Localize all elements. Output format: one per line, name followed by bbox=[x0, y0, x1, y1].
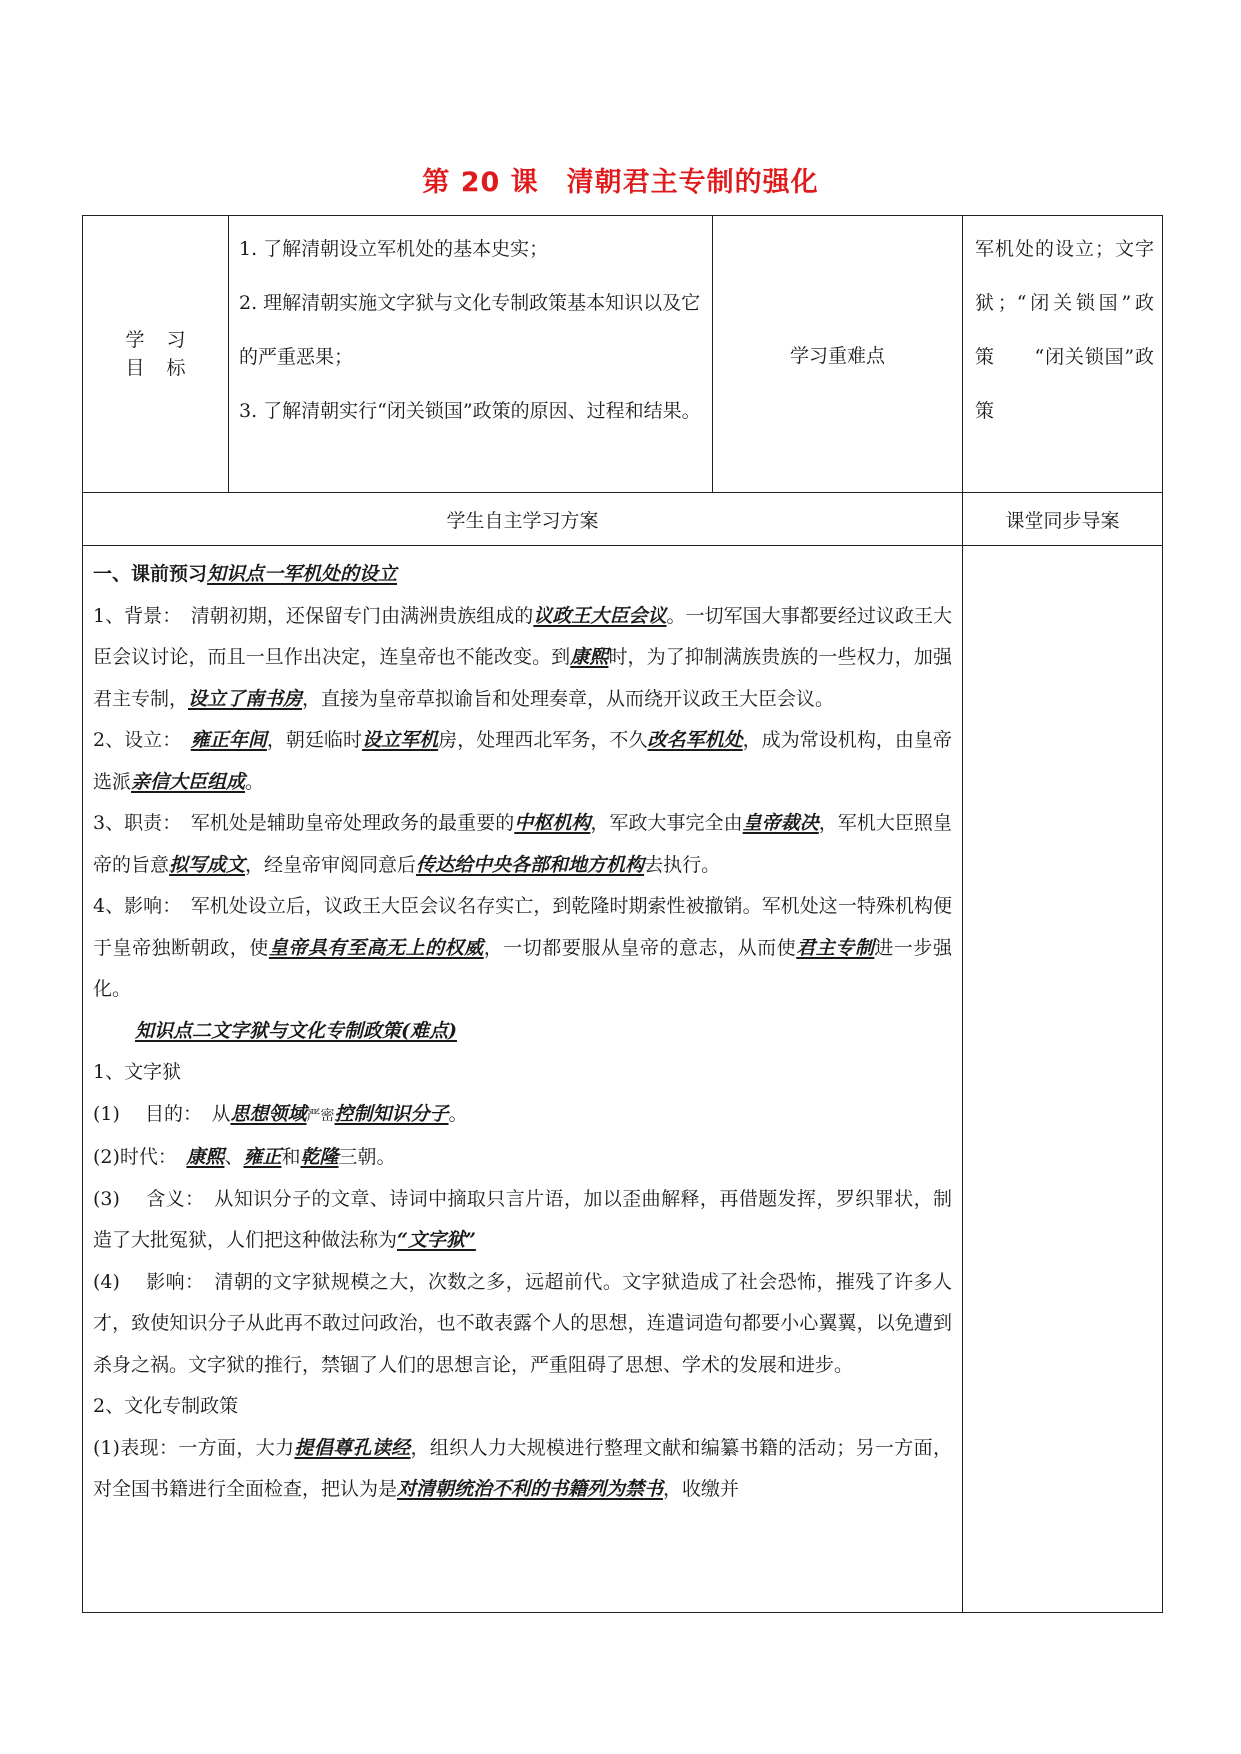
text: 4、影响： 军机处设立后，议政王大臣会议名存实亡，到乾隆时期索性被撤销。军机处这一特殊机构便于皇帝独断朝政，使 bbox=[93, 895, 952, 959]
paragraph-manifestation bbox=[93, 1428, 952, 1511]
text: ，直接为皇帝草拟谕旨和处理奏章，从而绕开议政王大臣会议。 bbox=[302, 687, 835, 710]
key-term: 皇帝裁决 bbox=[742, 812, 819, 834]
text: 进一步强化。 bbox=[93, 936, 952, 1000]
text: ，组织人力大规模进行整理文献和编纂书籍的活动；另一方面，对全国书籍进行全面检查，把认为是 bbox=[93, 1436, 952, 1500]
page-title: 第 20 课 清朝君主专制的强化 bbox=[422, 167, 819, 198]
key-term: 议政王大臣会议 bbox=[533, 604, 667, 627]
knowledge-point-title: 知识点一军机处的设立 bbox=[207, 563, 398, 585]
key-term: 皇帝具有至高无上的权威 bbox=[268, 936, 484, 959]
text: (2)时代： bbox=[93, 1146, 187, 1168]
key-term: 设立了南书房 bbox=[188, 687, 303, 710]
section-heading-2 bbox=[93, 1011, 952, 1053]
key-term: 传达给中央各部和地方机构 bbox=[416, 853, 645, 876]
text: 2、设立： bbox=[93, 729, 191, 751]
key-term: 雍正年间 bbox=[190, 729, 267, 751]
section-label: 一、课前预习 bbox=[93, 563, 208, 585]
key-term: 乾隆 bbox=[300, 1146, 339, 1168]
text: ，经皇帝审阅同意后 bbox=[245, 853, 417, 876]
key-term: 拟写成文 bbox=[169, 853, 246, 876]
key-term: 提倡尊孔读经 bbox=[294, 1436, 411, 1459]
student-plan-content bbox=[83, 546, 963, 1613]
key-term: 改名军机处 bbox=[647, 729, 743, 751]
text: 。 bbox=[448, 1102, 468, 1125]
text: 和 bbox=[281, 1146, 301, 1168]
text: 三朝。 bbox=[338, 1146, 396, 1168]
key-term: 思想领域 bbox=[230, 1102, 307, 1125]
goal-item: 3. 了解清朝实行“闭关锁国”政策的原因、过程和结果。 bbox=[239, 400, 701, 422]
text: ，军政大事完全由 bbox=[590, 812, 743, 834]
key-term: 设立军机 bbox=[362, 729, 439, 751]
section-heading-1 bbox=[93, 554, 952, 596]
subheading-cultural-policy: 2、文化专制政策 bbox=[93, 1395, 239, 1417]
text: 去执行。 bbox=[644, 853, 721, 876]
paragraph-impact: (4) 影响： 清朝的文字狱规模之大，次数之多，远超前代。文字狱造成了社会恐怖，摧残了许多人才，致使知识分子从此再不敢过问政治，也不敢表露个人的思想，连遣词造句都要小心翼翼，以免遭到杀身之祸。文字狱的推行，禁锢了人们的思想言论，严重阻碍了思想、学术的发展和进步。 bbox=[93, 1270, 952, 1376]
text: 房，处理西北军务，不久 bbox=[438, 729, 648, 751]
key-term: 康熙 bbox=[570, 646, 609, 668]
text: 时，为了抑制满族贵族的一些权力，加强君主专制， bbox=[93, 646, 952, 710]
learning-goals-list bbox=[229, 216, 713, 493]
content-row bbox=[83, 546, 1163, 1613]
key-term: 亲信大臣组成 bbox=[131, 770, 246, 793]
student-plan-header: 学生自主学习方案 bbox=[83, 493, 963, 546]
paragraph-establishment bbox=[93, 720, 952, 803]
class-guide-content bbox=[963, 546, 1163, 1613]
text: ，军机大臣照皇帝的旨意 bbox=[93, 812, 952, 876]
text: ，朝廷临时 bbox=[266, 729, 363, 751]
column-header-row bbox=[83, 493, 1163, 546]
key-term: 康熙 bbox=[186, 1146, 225, 1168]
goal-item: 1. 了解清朝设立军机处的基本史实； bbox=[239, 238, 549, 260]
paragraph-influence bbox=[93, 886, 952, 1011]
paragraph-era bbox=[93, 1137, 952, 1179]
class-guide-header: 课堂同步导案 bbox=[963, 493, 1163, 546]
text: 。 bbox=[245, 770, 265, 793]
learning-goals-label bbox=[83, 216, 229, 493]
paragraph-background bbox=[93, 596, 952, 721]
paragraph-duties bbox=[93, 803, 952, 886]
key-term: 对清朝统治不利的书籍列为禁书 bbox=[397, 1478, 664, 1500]
key-term: 控制知识分子 bbox=[334, 1102, 449, 1125]
text: ，收缴并 bbox=[663, 1478, 740, 1500]
knowledge-point-title: 知识点二文字狱与文化专制政策(难点) bbox=[135, 1019, 457, 1042]
key-term: 雍正 bbox=[243, 1146, 282, 1168]
key-term: “文字狱” bbox=[397, 1229, 476, 1251]
paragraph-meaning bbox=[93, 1179, 952, 1262]
lesson-plan-table bbox=[82, 215, 1163, 1613]
key-term: 君主专制 bbox=[796, 936, 875, 959]
subheading-literary-inquisition: 1、文字狱 bbox=[93, 1061, 182, 1083]
text: 1、背景： 清朝初期，还保留专门由满洲贵族组成的 bbox=[93, 604, 534, 627]
goals-label-line2: 目标 bbox=[125, 357, 208, 379]
paragraph-purpose bbox=[93, 1094, 952, 1138]
text: (1)表现：一方面，大力 bbox=[93, 1436, 295, 1459]
key-term: 中枢机构 bbox=[514, 812, 591, 834]
key-points-text: 军机处的设立；文字狱；“闭关锁国”政策 “闭关锁国”政策 bbox=[963, 216, 1163, 493]
learning-goals-row bbox=[83, 216, 1163, 493]
text: 、 bbox=[224, 1146, 244, 1168]
text: 3、职责： 军机处是辅助皇帝处理政务的最重要的 bbox=[93, 812, 515, 834]
goals-label-line1: 学习 bbox=[125, 329, 208, 351]
text: 。一切军国大事都要经过议政王大臣会议讨论，而且一旦作出决定，连皇帝也不能改变。到 bbox=[93, 604, 952, 668]
text: (1) 目的： 从 bbox=[93, 1102, 231, 1125]
text: 严密 bbox=[306, 1107, 335, 1124]
key-points-label: 学习重难点 bbox=[713, 216, 963, 493]
goal-item: 2. 理解清朝实施文字狱与文化专制政策基本知识以及它的严重恶果； bbox=[239, 292, 701, 368]
text: ，一切都要服从皇帝的意志，从而使 bbox=[483, 936, 797, 959]
text: ，成为常设机构，由皇帝选派 bbox=[93, 729, 952, 793]
text: (3) 含义： 从知识分子的文章、诗词中摘取只言片语，加以歪曲解释，再借题发挥，罗织罪状，制造了大批冤狱，人们把这种做法称为 bbox=[93, 1187, 952, 1251]
